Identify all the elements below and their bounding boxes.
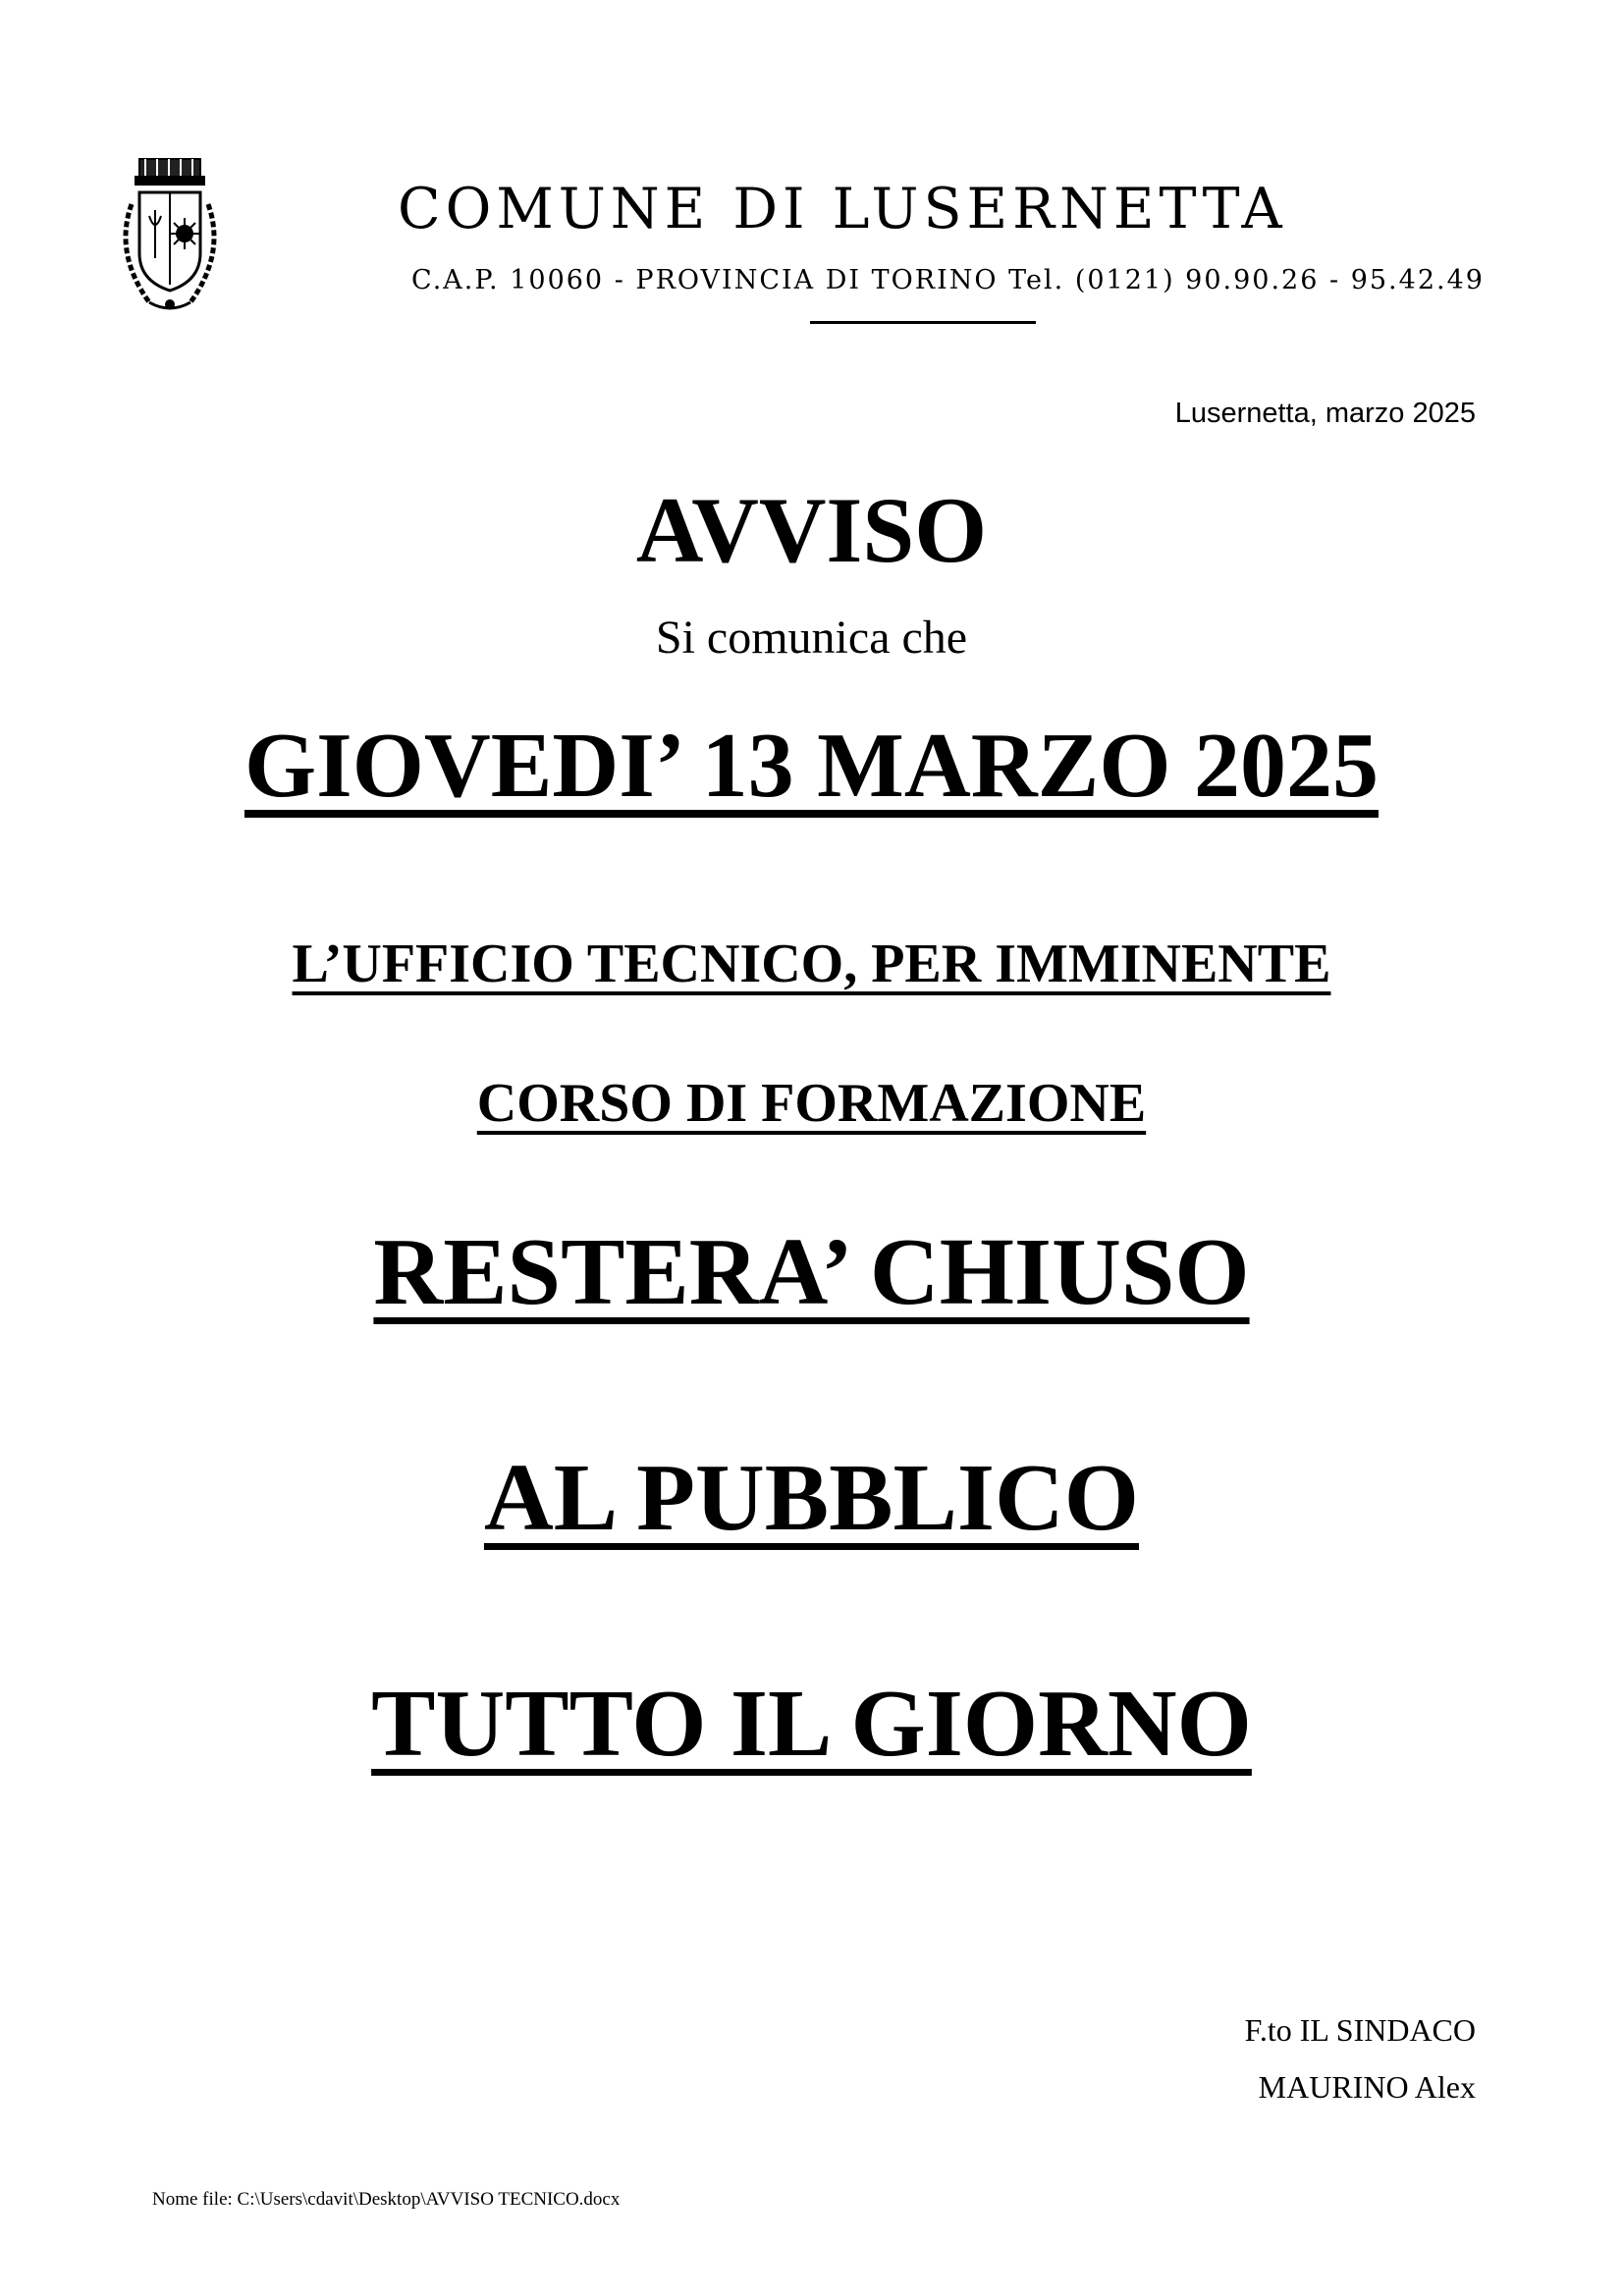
footer-filename: Nome file: C:\Users\cdavit\Desktop\AVVISO TECNICO.docx — [152, 2189, 621, 2210]
notice-line-1: L’UFFICIO TECNICO, PER IMMINENTE — [292, 934, 1331, 994]
notice-line-5: TUTTO IL GIORNO — [371, 1671, 1252, 1777]
signature-role: F.to IL SINDACO — [1244, 2012, 1476, 2048]
header-divider — [810, 321, 1036, 324]
municipality-title: COMUNE DI LUSERNETTA — [398, 177, 1287, 241]
municipality-contact: C.A.P. 10060 - PROVINCIA DI TORINO Tel. (0121) 90.90.26 - 95.42.49 — [411, 265, 1485, 295]
notice-intro: Si comunica che — [655, 612, 968, 664]
notice-line-3: RESTERA’ CHIUSO — [373, 1219, 1250, 1325]
notice-date: GIOVEDI’ 13 MARZO 2025 — [244, 715, 1379, 817]
place-date: Lusernetta, marzo 2025 — [1174, 398, 1476, 429]
notice-line-2: CORSO DI FORMAZIONE — [476, 1073, 1147, 1134]
notice-heading: AVVISO — [635, 478, 988, 582]
coat-of-arms-icon — [110, 155, 230, 317]
notice-line-4: AL PUBBLICO — [483, 1445, 1140, 1551]
signature-name: MAURINO Alex — [1258, 2069, 1476, 2105]
